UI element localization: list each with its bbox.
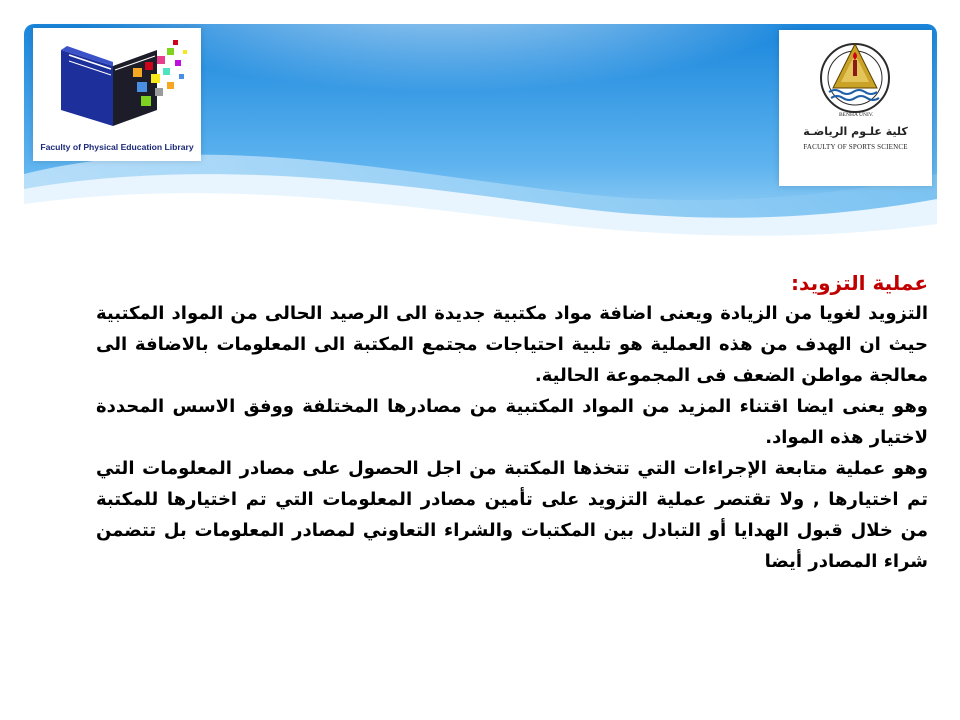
main-content <box>96 268 928 577</box>
library-logo <box>33 28 201 161</box>
library-logo-caption: Faculty of Physical Education Library <box>40 142 194 152</box>
paragraph-procedures: وهو عملية متابعة الإجراءات التي تتخذها المكتبة من اجل الحصول على مصادر المعلومات التي تم اختيارها , ولا تقتصر عملية التزويد على تأمين مصادر المعلومات التي تم اختيارها للمكتبة من خلال قبول الهدايا أو التبادل بين المكتبات والشراء التعاوني لمصادر المعلومات بل تتضمن شراء المصادر أيضا <box>96 458 928 572</box>
faculty-name-arabic: كلية علـوم الرياضـة <box>803 125 908 138</box>
paragraph-definition: التزويد لغويا من الزيادة ويعنى اضافة مواد مكتبية جديدة الى الرصيد الحالى من المواد المكتبية حيث ان الهدف من هذه العملية هو تلبية احتياجات مجتمع المكتبة الى المعلومات بالاضافة الى معالجة مواطن الضعف فى المجموعة الحالية. <box>96 303 928 386</box>
paragraph-acquisition: وهو يعنى ايضا اقتناء المزيد من المواد المكتبية من مصادرها المختلفة ووفق الاسس المحددة لاختيار هذه المواد. <box>96 396 928 448</box>
faculty-name-english: FACULTY OF SPORTS SCIENCE <box>803 143 908 151</box>
svg-text:BENHA UNIV.: BENHA UNIV. <box>839 112 874 118</box>
open-book-icon <box>33 28 201 138</box>
section-heading: عملية التزويد: <box>791 271 928 295</box>
university-seal-icon <box>779 30 932 122</box>
faculty-logo <box>779 30 932 186</box>
